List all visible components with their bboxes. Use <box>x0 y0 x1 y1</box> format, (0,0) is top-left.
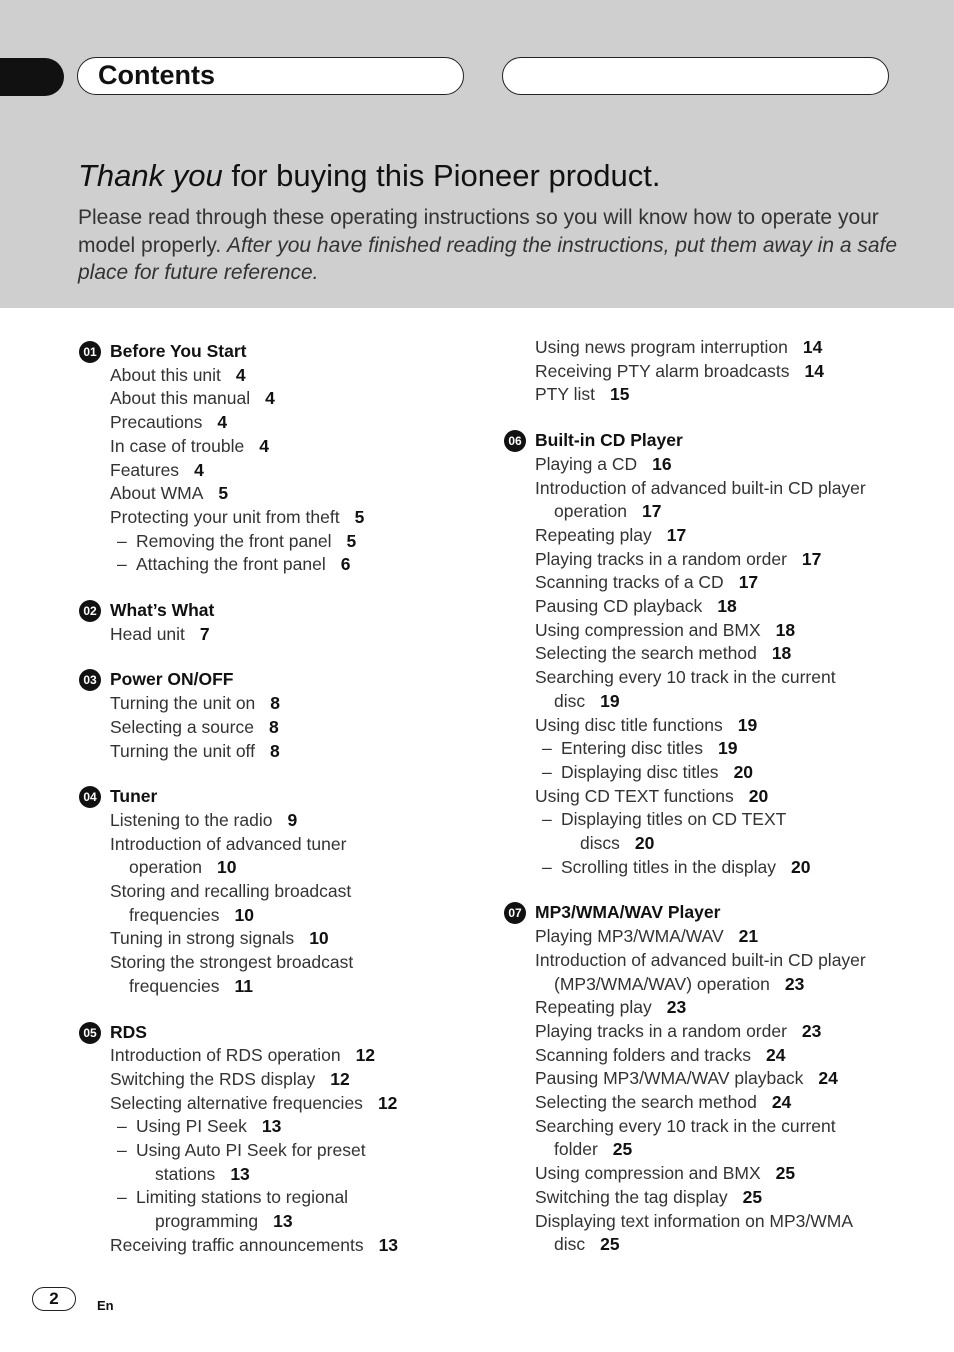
section-number-badge: 05 <box>79 1022 101 1044</box>
section-number-badge: 03 <box>79 669 101 691</box>
dash-bullet: – <box>542 856 552 877</box>
toc-entry-text: Using CD TEXT functions <box>535 785 734 806</box>
toc-entry-text: Switching the tag display <box>535 1186 728 1207</box>
toc-entry-text: About WMA <box>110 483 204 504</box>
toc-page-number: 8 <box>270 693 281 714</box>
toc-entry-text: Scanning folders and tracks <box>535 1044 751 1065</box>
toc-page-number: 4 <box>259 435 269 456</box>
toc-entry <box>504 785 934 809</box>
toc-entry <box>504 1210 934 1234</box>
thank-you-italic: Thank you <box>78 158 223 193</box>
toc-page-number: 20 <box>790 856 811 877</box>
toc-entry-text: Searching every 10 track in the current <box>535 1115 836 1136</box>
toc-entry-text: Scanning tracks of a CD <box>535 572 724 593</box>
toc-entry-text: Introduction of advanced built-in CD player <box>535 477 866 498</box>
page-number: 2 <box>32 1287 76 1311</box>
toc-entry <box>504 1162 934 1186</box>
toc-entry <box>79 1210 479 1234</box>
toc-entry <box>79 387 479 411</box>
toc-page-number: 13 <box>261 1116 282 1137</box>
toc-entry <box>79 1115 479 1139</box>
toc-entry <box>79 856 479 880</box>
toc-entry-text: Playing a CD <box>535 453 638 474</box>
toc-entry <box>79 1044 479 1068</box>
toc-entry-text: Storing the strongest broadcast <box>110 952 354 973</box>
toc-entry-text: PTY list <box>535 384 595 405</box>
toc-page-number: 20 <box>748 785 769 806</box>
toc-page-number: 14 <box>804 360 824 381</box>
toc-page-number: 24 <box>771 1092 792 1113</box>
toc-entry-text: Using PI Seek <box>136 1116 247 1137</box>
toc-entry-text: folder <box>554 1139 598 1160</box>
toc-entry <box>504 714 934 738</box>
section-number-badge: 06 <box>504 430 526 452</box>
toc-entry-text: Introduction of advanced tuner <box>110 833 347 854</box>
toc-page-number: 7 <box>199 623 210 644</box>
toc-page-number: 15 <box>609 384 630 405</box>
toc-entry-text: Attaching the front panel <box>136 554 326 575</box>
toc-page-number: 16 <box>652 453 672 474</box>
section-number-badge: 01 <box>79 341 101 363</box>
toc-page-number: 4 <box>194 459 204 480</box>
toc-section-heading <box>79 599 479 623</box>
section-title: Before You Start <box>110 341 247 361</box>
toc-entry-text: discs <box>580 833 620 854</box>
toc-entry-text: Head unit <box>110 623 185 644</box>
section-title: Power ON/OFF <box>110 669 234 690</box>
toc-page-number: 25 <box>775 1163 796 1184</box>
toc-page-number: 11 <box>234 975 253 996</box>
toc-page-number: 18 <box>775 619 796 640</box>
intro-paragraph <box>78 204 898 287</box>
toc-entry-text: Pausing CD playback <box>535 596 703 617</box>
toc-entry <box>504 1186 934 1210</box>
toc-right-column <box>504 336 934 1257</box>
toc-entry-text: Playing tracks in a random order <box>535 548 787 569</box>
toc-page-number: 5 <box>354 506 365 527</box>
dash-bullet: – <box>542 809 552 830</box>
toc-entry-text: Playing MP3/WMA/WAV <box>535 926 724 947</box>
toc-entry <box>504 383 934 407</box>
toc-page-number: 4 <box>235 364 246 385</box>
toc-entry <box>504 1091 934 1115</box>
toc-entry <box>79 809 479 833</box>
toc-entry-text: programming <box>155 1211 259 1232</box>
toc-entry <box>79 364 479 388</box>
toc-entry <box>504 1020 934 1044</box>
toc-page-number: 13 <box>273 1211 293 1232</box>
section-title: What’s What <box>110 600 215 621</box>
toc-entry-text: Turning the unit on <box>110 693 256 714</box>
dash-bullet: – <box>117 1116 127 1137</box>
section-title: Tuner <box>110 786 158 807</box>
toc-page-number: 17 <box>738 572 759 593</box>
toc-page-number: 21 <box>738 926 759 947</box>
toc-entry-text: Using news program interruption <box>535 337 788 357</box>
toc-entry <box>79 880 479 904</box>
toc-entry-text: Repeating play <box>535 524 652 545</box>
toc-entry-text: Switching the RDS display <box>110 1068 316 1089</box>
toc-entry-text: Scrolling titles in the display <box>561 856 776 877</box>
toc-page-number: 14 <box>802 337 823 357</box>
toc-entry-text: Using compression and BMX <box>535 619 761 640</box>
toc-entry <box>79 411 479 435</box>
toc-entry-text: Receiving PTY alarm broadcasts <box>535 360 790 381</box>
toc-page-number: 17 <box>641 501 662 522</box>
toc-entry <box>504 336 934 360</box>
toc-entry-text: Protecting your unit from theft <box>110 506 340 527</box>
toc-page-number: 4 <box>265 388 275 409</box>
toc-entry <box>79 1068 479 1092</box>
toc-page-number: 19 <box>737 714 758 735</box>
toc-section-heading <box>504 429 934 453</box>
toc-entry-text: Turning the unit off <box>110 740 255 761</box>
toc-left-column <box>79 340 479 1258</box>
toc-page-number: 23 <box>784 973 805 994</box>
toc-entry-text: disc <box>554 690 586 711</box>
dash-bullet: – <box>117 554 127 575</box>
toc-entry <box>504 524 934 548</box>
section-title: MP3/WMA/WAV Player <box>535 902 721 923</box>
toc-page-number: 24 <box>765 1044 786 1065</box>
toc-entry-text: Listening to the radio <box>110 809 273 830</box>
language-code: En <box>97 1298 114 1313</box>
toc-entry-text: In case of trouble <box>110 435 245 456</box>
toc-entry <box>79 1092 479 1116</box>
section-tab-marker <box>0 58 64 96</box>
toc-page-number: 13 <box>378 1234 399 1255</box>
toc-entry <box>504 761 934 785</box>
toc-page-number: 20 <box>733 761 754 782</box>
toc-page-number: 25 <box>600 1234 620 1255</box>
dash-bullet: – <box>117 530 127 551</box>
toc-entry <box>504 973 934 997</box>
toc-entry <box>504 548 934 572</box>
toc-entry-text: Using Auto PI Seek for preset <box>136 1140 366 1161</box>
toc-entry-text: Introduction of RDS operation <box>110 1045 341 1066</box>
thank-you-rest: for buying this Pioneer product. <box>222 158 661 193</box>
toc-page-number: 13 <box>230 1163 250 1184</box>
toc-entry-text: Displaying titles on CD TEXT <box>561 809 787 830</box>
toc-entry <box>79 506 479 530</box>
toc-entry <box>504 571 934 595</box>
toc-entry-text: stations <box>155 1163 216 1184</box>
toc-page-number: 25 <box>742 1186 763 1207</box>
toc-entry <box>504 477 934 501</box>
toc-entry-text: Playing tracks in a random order <box>535 1020 787 1041</box>
toc-entry <box>504 949 934 973</box>
toc-entry-text: Tuning in strong signals <box>110 928 295 949</box>
toc-page-number: 17 <box>666 524 687 545</box>
toc-entry-text: Limiting stations to regional <box>136 1187 349 1208</box>
toc-entry-text: operation <box>129 857 202 878</box>
intro-italic: After you have finished reading the instructions, put them away in a safe place for future reference. <box>78 233 898 284</box>
toc-page-number: 17 <box>801 548 822 569</box>
toc-entry-text: Entering disc titles <box>561 738 704 759</box>
toc-entry-text: operation <box>554 501 627 522</box>
toc-page-number: 6 <box>340 554 351 575</box>
toc-entry-text: Using compression and BMX <box>535 1163 761 1184</box>
toc-section-heading <box>79 785 479 809</box>
toc-entry <box>79 951 479 975</box>
dash-bullet: – <box>117 1187 127 1208</box>
toc-entry <box>79 1234 479 1258</box>
toc-page-number: 18 <box>771 643 792 664</box>
dash-bullet: – <box>117 1140 127 1161</box>
toc-entry <box>504 360 934 384</box>
toc-entry-text: frequencies <box>129 904 220 925</box>
section-number-badge: 04 <box>79 786 101 808</box>
toc-entry <box>79 975 479 999</box>
toc-entry <box>504 856 934 880</box>
blank-title-box <box>502 57 889 95</box>
toc-page-number: 5 <box>346 530 357 551</box>
toc-entry <box>504 737 934 761</box>
toc-entry <box>79 692 479 716</box>
toc-entry <box>504 619 934 643</box>
toc-entry <box>504 666 934 690</box>
toc-entry-text: Precautions <box>110 412 203 433</box>
toc-page-number: 12 <box>377 1092 398 1113</box>
toc-entry <box>79 740 479 764</box>
toc-entry <box>79 1139 479 1163</box>
toc-page-number: 8 <box>269 740 280 761</box>
toc-entry <box>79 459 479 483</box>
toc-page-number: 19 <box>718 738 738 759</box>
toc-entry <box>504 1115 934 1139</box>
toc-entry-text: Selecting the search method <box>535 643 757 664</box>
toc-entry <box>79 530 479 554</box>
toc-entry <box>79 435 479 459</box>
contents-title: Contents <box>98 60 215 90</box>
toc-entry-text: frequencies <box>129 975 220 996</box>
toc-entry <box>504 500 934 524</box>
toc-page-number: 10 <box>216 857 237 878</box>
section-number-badge: 02 <box>79 600 101 622</box>
toc-entry <box>504 642 934 666</box>
toc-section-heading <box>79 1021 479 1045</box>
toc-page-number: 4 <box>217 412 228 433</box>
toc-entry-text: Receiving traffic announcements <box>110 1234 364 1255</box>
toc-entry <box>79 553 479 577</box>
toc-entry-text: Displaying disc titles <box>561 761 719 782</box>
toc-page-number: 10 <box>234 904 254 925</box>
dash-bullet: – <box>542 738 552 759</box>
toc-entry <box>504 832 934 856</box>
toc-entry <box>79 623 479 647</box>
toc-entry <box>504 996 934 1020</box>
toc-section-heading <box>79 668 479 692</box>
header-banner <box>0 0 954 308</box>
toc-entry <box>504 1067 934 1091</box>
toc-entry-text: Pausing MP3/WMA/WAV playback <box>535 1068 804 1089</box>
toc-entry-text: Searching every 10 track in the current <box>535 667 836 688</box>
toc-entry-text: Introduction of advanced built-in CD player <box>535 949 866 970</box>
toc-entry-text: Removing the front panel <box>136 530 332 551</box>
thank-you-heading <box>78 158 660 194</box>
toc-entry <box>79 927 479 951</box>
toc-entry <box>504 690 934 714</box>
toc-page-number: 9 <box>287 809 298 830</box>
section-title: Built-in CD Player <box>535 430 683 451</box>
toc-entry-text: Using disc title functions <box>535 714 723 735</box>
toc-entry-text: (MP3/WMA/WAV) operation <box>554 973 770 994</box>
toc-entry <box>504 808 934 832</box>
toc-entry-text: About this unit <box>110 364 221 385</box>
toc-entry-text: Selecting alternative frequencies <box>110 1092 363 1113</box>
section-title: RDS <box>110 1021 147 1042</box>
toc-entry <box>504 1233 934 1257</box>
toc-page-number: 5 <box>218 483 229 504</box>
toc-entry-text: disc <box>554 1234 586 1255</box>
toc-entry <box>504 925 934 949</box>
toc-page-number: 23 <box>801 1020 822 1041</box>
toc-page-number: 20 <box>634 833 655 854</box>
toc-entry <box>79 716 479 740</box>
toc-entry <box>79 833 479 857</box>
dash-bullet: – <box>542 761 552 782</box>
toc-section-heading <box>79 340 479 364</box>
toc-page-number: 23 <box>666 997 687 1018</box>
toc-page-number: 12 <box>330 1068 350 1089</box>
toc-page-number: 10 <box>309 928 329 949</box>
toc-entry <box>79 904 479 928</box>
toc-entry-text: Displaying text information on MP3/WMA <box>535 1210 854 1231</box>
toc-section-heading <box>504 901 934 925</box>
toc-entry <box>504 1044 934 1068</box>
toc-entry-text: Selecting the search method <box>535 1092 757 1113</box>
section-number-badge: 07 <box>504 902 526 924</box>
toc-page-number: 25 <box>612 1139 633 1160</box>
toc-entry-text: About this manual <box>110 388 251 409</box>
toc-page-number: 24 <box>818 1068 838 1089</box>
toc-entry <box>79 1186 479 1210</box>
toc-entry-text: Storing and recalling broadcast <box>110 881 352 901</box>
toc-entry <box>504 1138 934 1162</box>
toc-page-number: 8 <box>268 716 279 737</box>
toc-entry <box>504 595 934 619</box>
toc-page-number: 19 <box>600 690 620 711</box>
toc-entry-text: Repeating play <box>535 997 652 1018</box>
toc-page-number: 12 <box>355 1045 376 1066</box>
toc-entry-text: Selecting a source <box>110 716 254 737</box>
toc-entry <box>79 1163 479 1187</box>
toc-entry-text: Features <box>110 459 180 480</box>
intro-plain: Please read through these operating instructions so you will know how to operate your model properly. <box>78 206 879 257</box>
toc-entry <box>79 482 479 506</box>
contents-title-box <box>77 57 464 95</box>
toc-entry <box>504 453 934 477</box>
toc-page-number: 18 <box>717 596 737 617</box>
